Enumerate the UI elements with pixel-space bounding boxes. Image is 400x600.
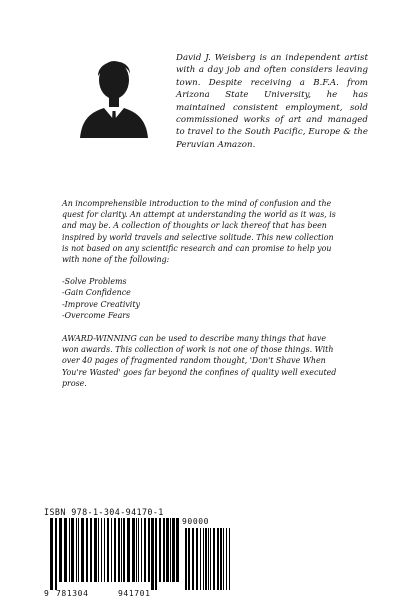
barcode-bar — [114, 518, 116, 582]
barcode-bar — [148, 518, 150, 582]
barcode-bar — [123, 518, 125, 582]
barcode-bar — [141, 518, 142, 582]
barcode-digits-left: 781304 — [56, 589, 89, 598]
barcode-bar — [78, 518, 79, 582]
barcode-bar — [86, 518, 88, 582]
barcode-bar — [111, 518, 112, 582]
barcode-bar — [118, 518, 120, 582]
author-bio: David J. Weisberg is an independent artist with a day job and often considers leaving town. Despite receiving a B.F.A. from Arizona State University, he has maintained consistent employment, sold commissioned works of art and managed to travel to the South Pacific, Europe & the Peruvian Amazon. — [176, 53, 368, 150]
barcode-bar — [81, 518, 84, 582]
barcode-bar — [136, 518, 137, 582]
barcode-bar — [71, 518, 74, 582]
blurb-intro: An incomprehensible introduction to the mind of confusion and the quest for clarity. An attempt at understanding the world as it was, is and may be. A collection of thoughts or lack thereof that has been inspired by world travels and selective solitude. This new collection is not based on any scientific research and can promise to help you with none of the following: — [62, 199, 336, 265]
benefit-item: -Improve Creativity — [62, 299, 140, 309]
barcode-bar — [98, 518, 99, 582]
price-barcode-bar — [196, 528, 198, 590]
barcode-bar — [121, 518, 122, 582]
barcode-bar — [101, 518, 102, 582]
barcode-bar — [176, 518, 179, 582]
barcode-bar — [170, 518, 171, 582]
isbn-label: ISBN 978-1-304-94170-1 — [44, 507, 164, 517]
barcode-bar — [159, 518, 161, 582]
barcode-bar — [163, 518, 165, 582]
price-barcode-bar — [210, 528, 211, 590]
barcode-bar — [94, 518, 97, 582]
price-barcode-bar — [223, 528, 224, 590]
barcode-bar — [64, 518, 67, 582]
price-barcode-bar — [213, 528, 215, 590]
benefit-item: -Overcome Fears — [62, 310, 131, 320]
price-barcode-bar — [208, 528, 209, 590]
author-photo-icon — [78, 48, 150, 138]
back-cover-blurb — [62, 198, 342, 389]
price-barcode-bars — [184, 528, 232, 590]
isbn-barcode — [44, 507, 234, 597]
price-barcode-bar — [220, 528, 222, 590]
price-code: 90000 — [182, 517, 210, 526]
price-barcode-bar — [185, 528, 187, 590]
barcode-bar — [59, 518, 62, 582]
barcode-bar — [104, 518, 105, 582]
price-barcode-bar — [188, 528, 190, 590]
barcode-bar — [172, 518, 175, 582]
price-barcode-bar — [226, 528, 227, 590]
barcode-digits-right: 941701 — [118, 589, 151, 598]
price-barcode-bar — [200, 528, 201, 590]
barcode-bar — [90, 518, 92, 582]
barcode-bar — [132, 518, 135, 582]
price-barcode-bar — [217, 528, 219, 590]
barcode-bar — [155, 518, 157, 590]
barcode-bars — [44, 518, 179, 590]
barcode-bar — [76, 518, 77, 582]
benefit-item: -Gain Confidence — [62, 288, 131, 298]
barcode-bar — [107, 518, 109, 582]
barcode-bar — [69, 518, 70, 582]
barcode-digit-prefix: 9 — [44, 589, 50, 598]
benefit-item: -Solve Problems — [62, 277, 127, 287]
barcode-bar — [50, 518, 53, 590]
barcode-bar — [138, 518, 139, 582]
price-barcode-bar — [192, 528, 194, 590]
price-barcode-bar — [205, 528, 207, 590]
price-barcode-bar — [203, 528, 204, 590]
barcode-bar — [127, 518, 130, 582]
barcode-bar — [55, 518, 57, 590]
blurb-closing: AWARD-WINNING can be used to describe many things that have won awards. This collection of work is not one of those things. With over 40 pages of fragmented random thought, 'Don't Shave When You're Wasted' goes far beyond the confines of quality well executed prose. — [62, 334, 337, 388]
barcode-bar — [166, 518, 169, 582]
barcode-bar — [151, 518, 154, 590]
benefits-list — [62, 276, 342, 321]
price-barcode-bar — [229, 528, 230, 590]
barcode-bar — [144, 518, 146, 582]
